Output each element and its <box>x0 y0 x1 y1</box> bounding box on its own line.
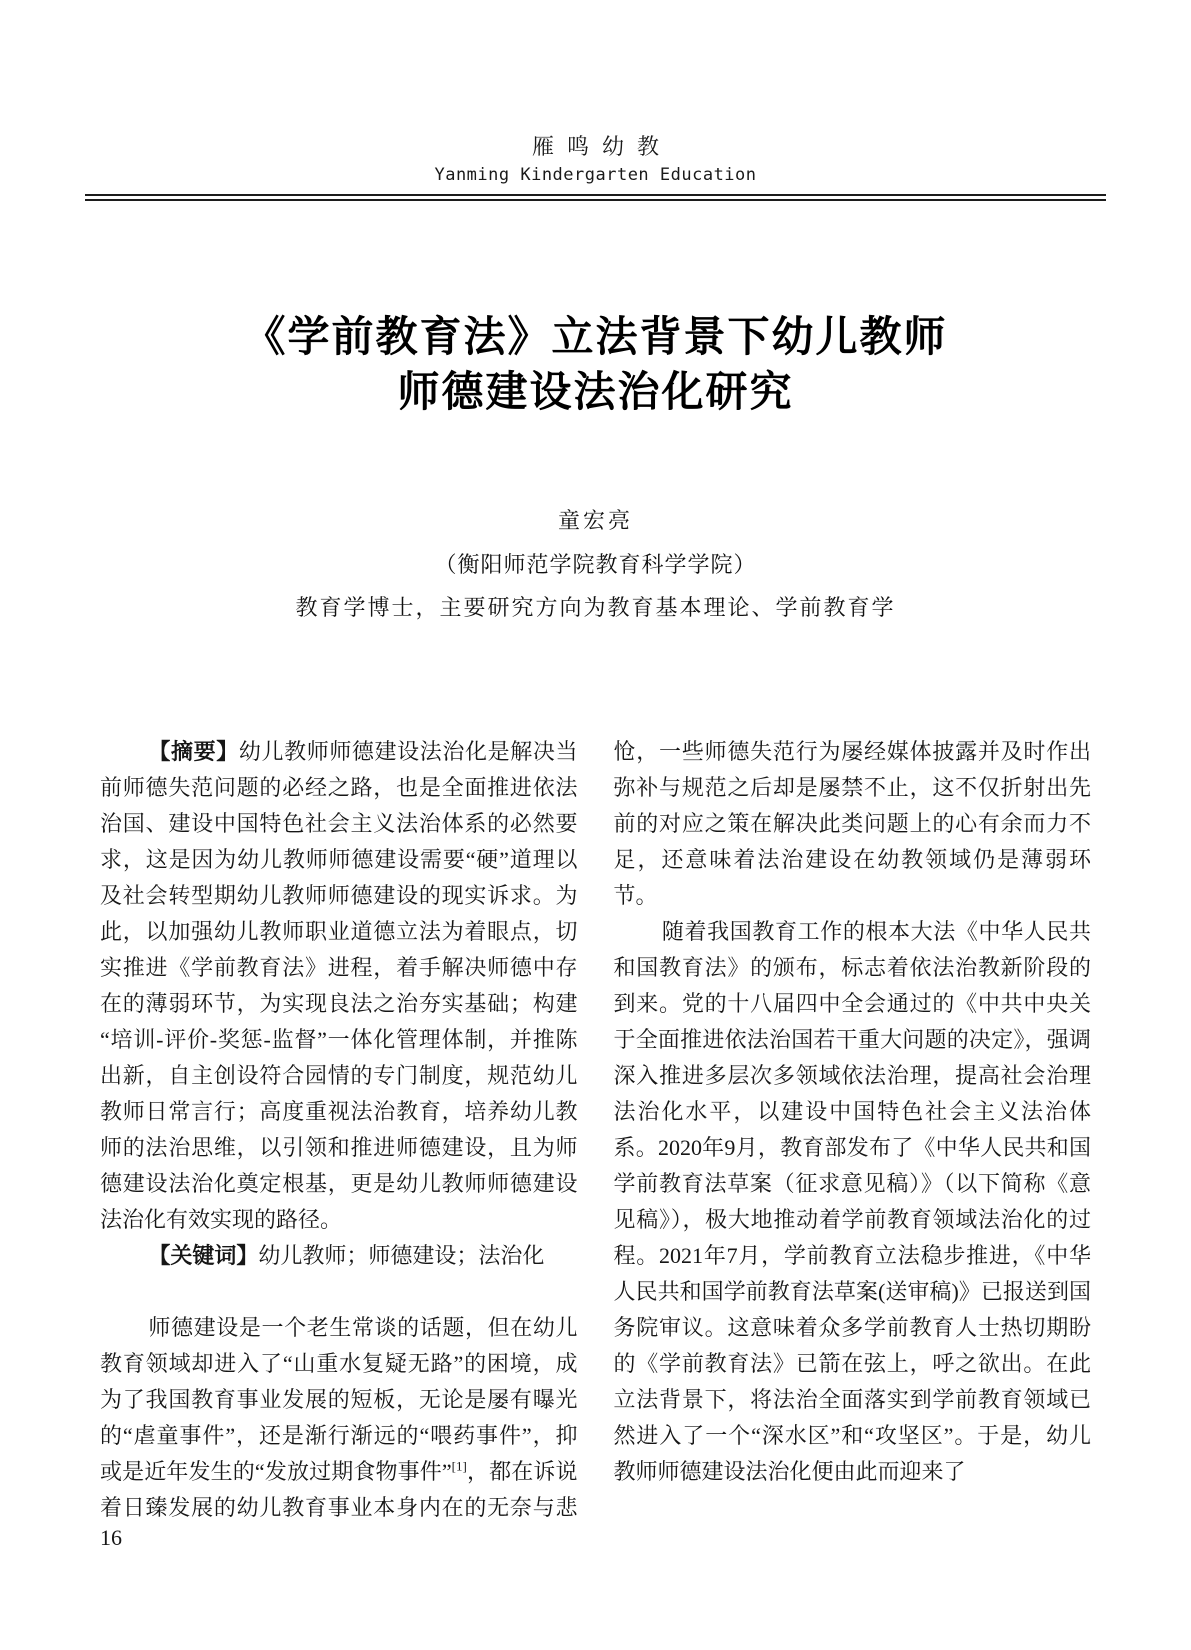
header-double-rule <box>85 194 1106 201</box>
article-title-line-1: 《学前教育法》立法背景下幼儿教师 <box>243 315 948 361</box>
page-number: 16 <box>100 1525 122 1550</box>
body-paragraph-1-text: 师德建设是一个老生常谈的话题，但在幼儿教育领域却进入了“山重水复疑无路”的困境，成为了我国教育事业发展的短板，无论是屡有曝光的“虐童事件”，还是渐行渐远的“喂药事件”，抑或是近年发生的“发放过期食物事件” <box>100 1315 578 1484</box>
keywords-label: 【关键词】 <box>148 1243 259 1268</box>
body-paragraph-1-continued: ，都在诉说着日臻发展的幼儿教育事业本身内在的无奈与悲怆，一些师德失范行为屡经媒体披露并及时作出弥补与规范之后却是屡禁不止，这不仅折射出先前的对应之策在解决此类问题上的心有余而力不足，还意味着法治建设在幼教领域仍是薄弱环节。 <box>100 739 1091 1520</box>
author-affiliation: （衡阳师范学院教育科学学院） <box>434 552 757 577</box>
article-body-columns <box>100 734 1091 1529</box>
journal-name-cn: 雁鸣幼教 <box>531 134 672 159</box>
abstract-text: 幼儿教师师德建设法治化是解决当前师德失范问题的必经之路，也是全面推进依法治国、建设中国特色社会主义法治体系的必然要求，这是因为幼儿教师师德建设需要“硬”道理以及社会转型期幼儿教师师德建设的现实诉求。为此，以加强幼儿教师职业道德立法为着眼点，切实推进《学前教育法》进程，着手解决师德中存在的薄弱环节，为实现良法之治夯实基础；构建“培训-评价-奖惩-监督”一体化管理体制，并推陈出新，自主创设符合园情的专门制度，规范幼儿教师日常言行；高度重视法治教育，培养幼儿教师的法治思维，以引领和推进师德建设，且为师德建设法治化奠定根基，更是幼儿教师师德建设法治化有效实现的路径。 <box>100 739 578 1232</box>
author-name: 童宏亮 <box>557 508 633 533</box>
keywords-line <box>100 1238 578 1274</box>
keywords-text: 幼儿教师；师德建设；法治化 <box>258 1243 545 1268</box>
footnote-ref-1: [1] <box>451 1458 467 1474</box>
abstract-paragraph <box>100 734 578 1238</box>
journal-header <box>85 0 1106 201</box>
article-title-line-2: 师德建设法治化研究 <box>397 370 794 416</box>
author-bio: 教育学博士，主要研究方向为教育基本理论、学前教育学 <box>295 595 896 620</box>
journal-name-en: Yanming Kindergarten Education <box>434 165 757 185</box>
article-title <box>85 311 1106 421</box>
abstract-label: 【摘要】 <box>148 739 239 764</box>
body-paragraph-2: 随着我国教育工作的根本大法《中华人民共和国教育法》的颁布，标志着依法治教新阶段的到来。党的十八届四中全会通过的《中共中央关于全面推进依法治国若干重大问题的决定》，强调深入推进多层次多领域依法治理，提高社会治理法治化水平，以建设中国特色社会主义法治体系。2020年9月，教育部发布了《中华人民共和国学前教育法草案（征求意见稿）》（以下简称《意见稿》），极大地推动着学前教育领域法治化的过程。2021年7月，学前教育立法稳步推进，《中华人民共和国学前教育法草案(送审稿)》已报送到国务院审议。这意味着众多学前教育人士热切期盼的《学前教育法》已箭在弦上，呼之欲出。在此立法背景下，将法治全面落实到学前教育领域已然进入了一个“深水区”和“攻坚区”。于是，幼儿教师师德建设法治化便由此而迎来了 <box>613 919 1091 1484</box>
